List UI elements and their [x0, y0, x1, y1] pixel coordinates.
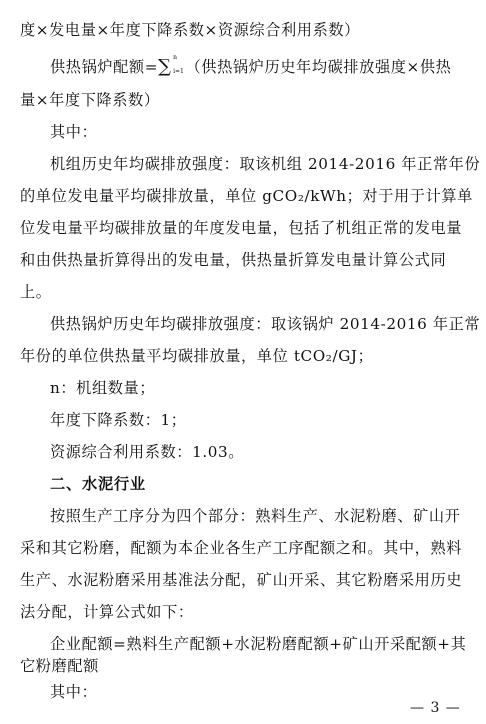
text-line: 生产、水泥粉磨采用基准法分配，矿山开采、其它粉磨采用历史: [20, 571, 463, 589]
text-line: 其中：: [50, 683, 98, 701]
summation-formula: [158, 54, 184, 77]
text-line: 上。: [20, 283, 52, 301]
text-line: 度×发电量×年度下降系数×资源综合利用系数）: [20, 21, 360, 39]
text-line: 按照生产工序分为四个部分：熟料生产、水泥粉磨、矿山开: [50, 507, 461, 525]
formula-body: （供热锅炉历史年均碳排放强度×供热: [185, 58, 452, 76]
text-line: 其中：: [50, 123, 98, 141]
text-line: 法分配，计算公式如下：: [20, 603, 194, 621]
sum-lower-limit: i=1: [173, 68, 184, 75]
text-line: 机组历史年均碳排放强度：取该机组 2014-2016 年正常年份: [50, 155, 481, 173]
text-line: 资源综合利用系数：1.03。: [50, 443, 245, 461]
text-line: 年度下降系数：1；: [50, 411, 187, 429]
text-line: 企业配额=熟料生产配额+水泥粉磨配额+矿山开采配额+其: [50, 635, 467, 653]
text-line: 年份的单位供热量平均碳排放量，单位 tCO₂/GJ；: [20, 347, 374, 365]
formula-line: [50, 54, 466, 77]
text-line: 和由供热量折算得出的发电量，供热量折算发电量计算公式同: [20, 251, 447, 269]
text-line: 的单位发电量平均碳排放量，单位 gCO₂/kWh；对于用于计算单: [20, 187, 473, 205]
text-line: 采和其它粉磨，配额为本企业各生产工序配额之和。其中，熟料: [20, 539, 463, 557]
sum-upper-limit: n: [173, 54, 177, 61]
text-line: 位发电量平均碳排放量的年度发电量，包括了机组正常的发电量: [20, 219, 463, 237]
formula-label: 供热锅炉配额=: [50, 58, 159, 76]
section-heading: 二、水泥行业: [50, 475, 146, 493]
text-line: 量×年度下降系数）: [20, 91, 160, 109]
text-line: 它粉磨配额: [20, 657, 99, 675]
text-line: n：机组数量；: [50, 379, 156, 397]
text-line: 供热锅炉历史年均碳排放强度：取该锅炉 2014-2016 年正常: [50, 315, 481, 333]
page-number: — 3 —: [410, 700, 461, 716]
sigma-symbol: ∑: [158, 56, 172, 77]
